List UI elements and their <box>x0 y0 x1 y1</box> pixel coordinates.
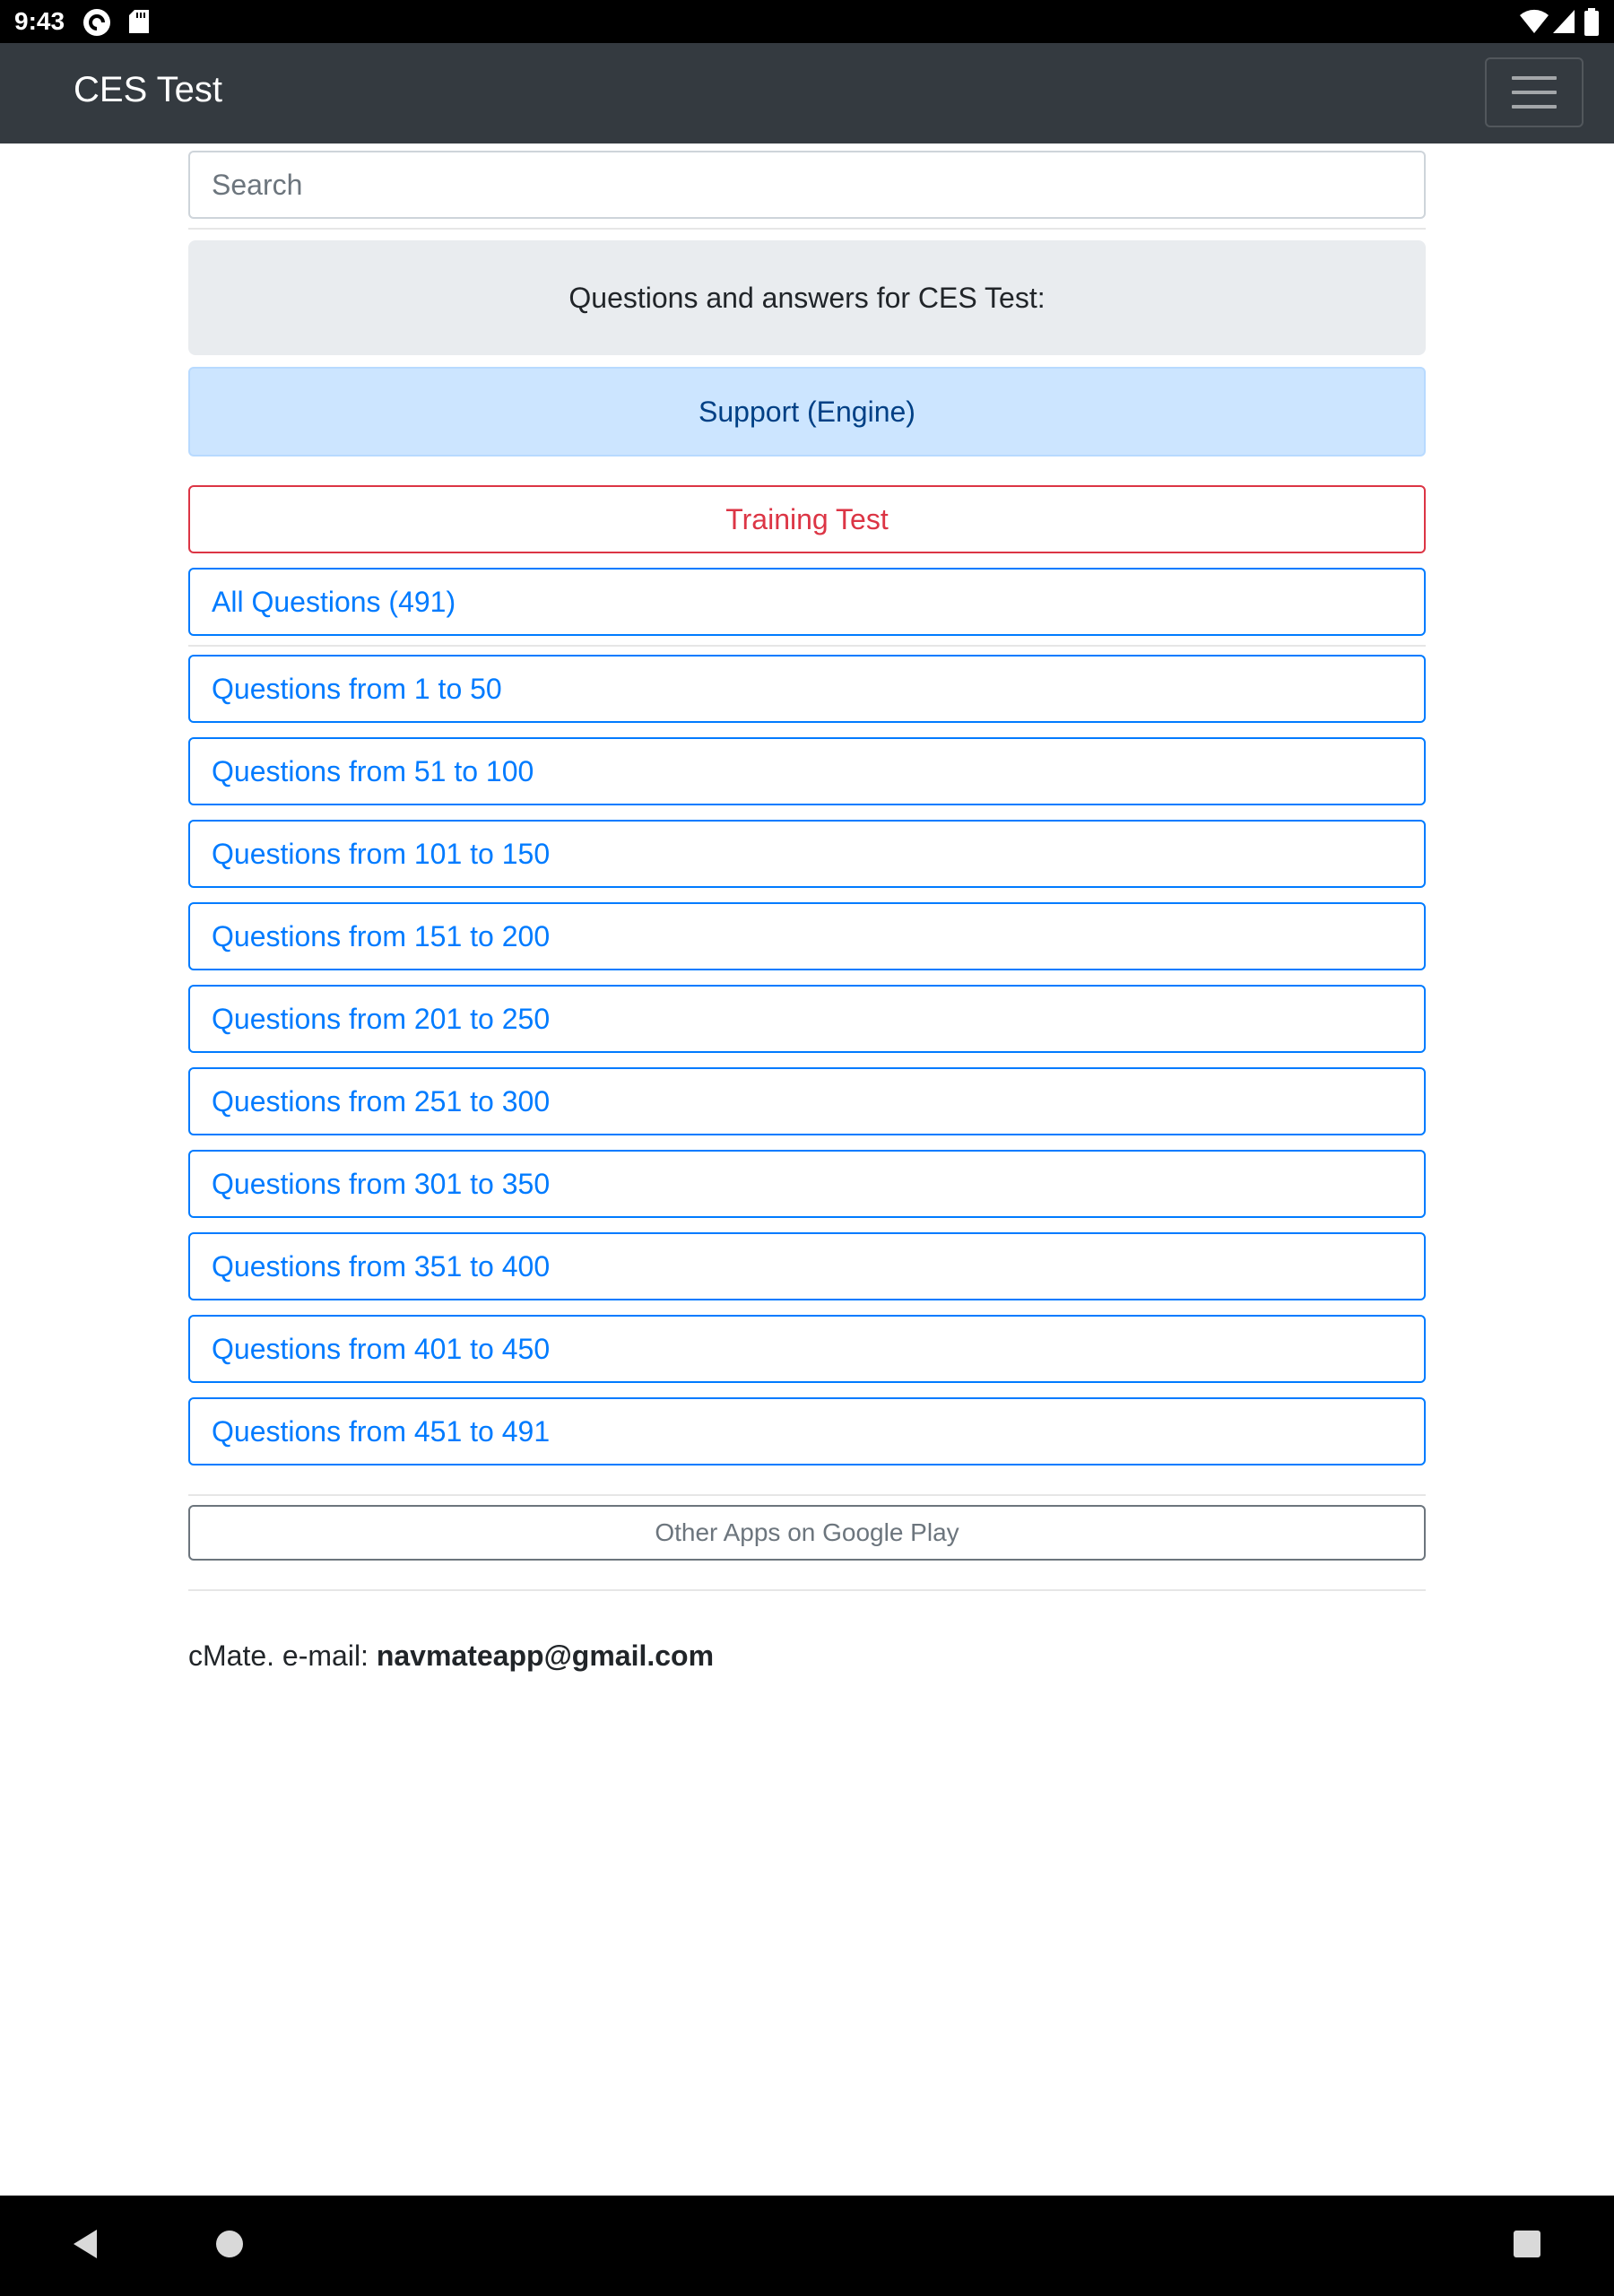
divider <box>188 1494 1426 1496</box>
hamburger-menu-icon-bar <box>1512 91 1557 94</box>
question-range-button[interactable] <box>188 902 1426 970</box>
question-range-button[interactable] <box>188 1067 1426 1135</box>
training-test-button[interactable] <box>188 485 1426 553</box>
other-apps-label: Other Apps on Google Play <box>655 1518 959 1546</box>
divider <box>188 228 1426 230</box>
question-range-label: Questions from 1 to 50 <box>212 672 502 705</box>
header-text: Questions and answers for CES Test: <box>568 281 1046 314</box>
app-title[interactable]: CES Test <box>74 70 222 109</box>
recents-icon[interactable] <box>1512 2226 1542 2266</box>
hamburger-menu-icon <box>1512 76 1557 80</box>
question-range-button[interactable] <box>188 655 1426 723</box>
contact-email[interactable]: navmateapp@gmail.com <box>376 1639 715 1672</box>
support-label: Support (Engine) <box>699 395 915 428</box>
question-range-button[interactable] <box>188 1232 1426 1300</box>
support-button[interactable] <box>188 367 1426 457</box>
pocket-casts-icon <box>82 8 111 41</box>
question-range-button[interactable] <box>188 1397 1426 1465</box>
menu-toggle-button[interactable] <box>1485 57 1584 127</box>
footer-prefix: cMate. e-mail: <box>188 1639 377 1672</box>
search-input[interactable] <box>188 151 1426 219</box>
back-icon[interactable] <box>70 2226 100 2266</box>
status-bar <box>0 0 1614 43</box>
header-panel <box>188 240 1426 355</box>
other-apps-button[interactable] <box>188 1505 1426 1561</box>
all-questions-label: All Questions (491) <box>212 585 456 618</box>
question-range-button[interactable] <box>188 737 1426 805</box>
question-range-label: Questions from 401 to 450 <box>212 1332 551 1365</box>
question-range-label: Questions from 451 to 491 <box>212 1414 551 1448</box>
question-range-label: Questions from 351 to 400 <box>212 1249 551 1283</box>
home-icon[interactable] <box>213 2226 246 2266</box>
question-range-button[interactable] <box>188 985 1426 1053</box>
wifi-icon <box>1519 8 1549 39</box>
status-time: 9:43 <box>14 7 65 35</box>
divider <box>188 1589 1426 1591</box>
question-range-button[interactable] <box>188 1315 1426 1383</box>
question-range-label: Questions from 51 to 100 <box>212 754 534 787</box>
contact-footer <box>188 1639 714 1673</box>
all-questions-button[interactable] <box>188 568 1426 636</box>
top-navbar <box>0 43 1614 144</box>
sd-card-icon <box>127 8 151 39</box>
divider <box>188 645 1426 647</box>
question-range-label: Questions from 301 to 350 <box>212 1167 551 1200</box>
training-test-label: Training Test <box>725 502 889 535</box>
system-nav-bar <box>0 2196 1614 2296</box>
question-range-label: Questions from 251 to 300 <box>212 1084 551 1118</box>
question-range-button[interactable] <box>188 1150 1426 1218</box>
cell-signal-icon <box>1551 8 1576 39</box>
question-range-label: Questions from 101 to 150 <box>212 837 551 870</box>
question-range-button[interactable] <box>188 820 1426 888</box>
question-range-label: Questions from 201 to 250 <box>212 1002 551 1035</box>
hamburger-menu-icon-bar <box>1512 105 1557 109</box>
question-range-label: Questions from 151 to 200 <box>212 919 551 952</box>
battery-icon <box>1584 8 1600 41</box>
